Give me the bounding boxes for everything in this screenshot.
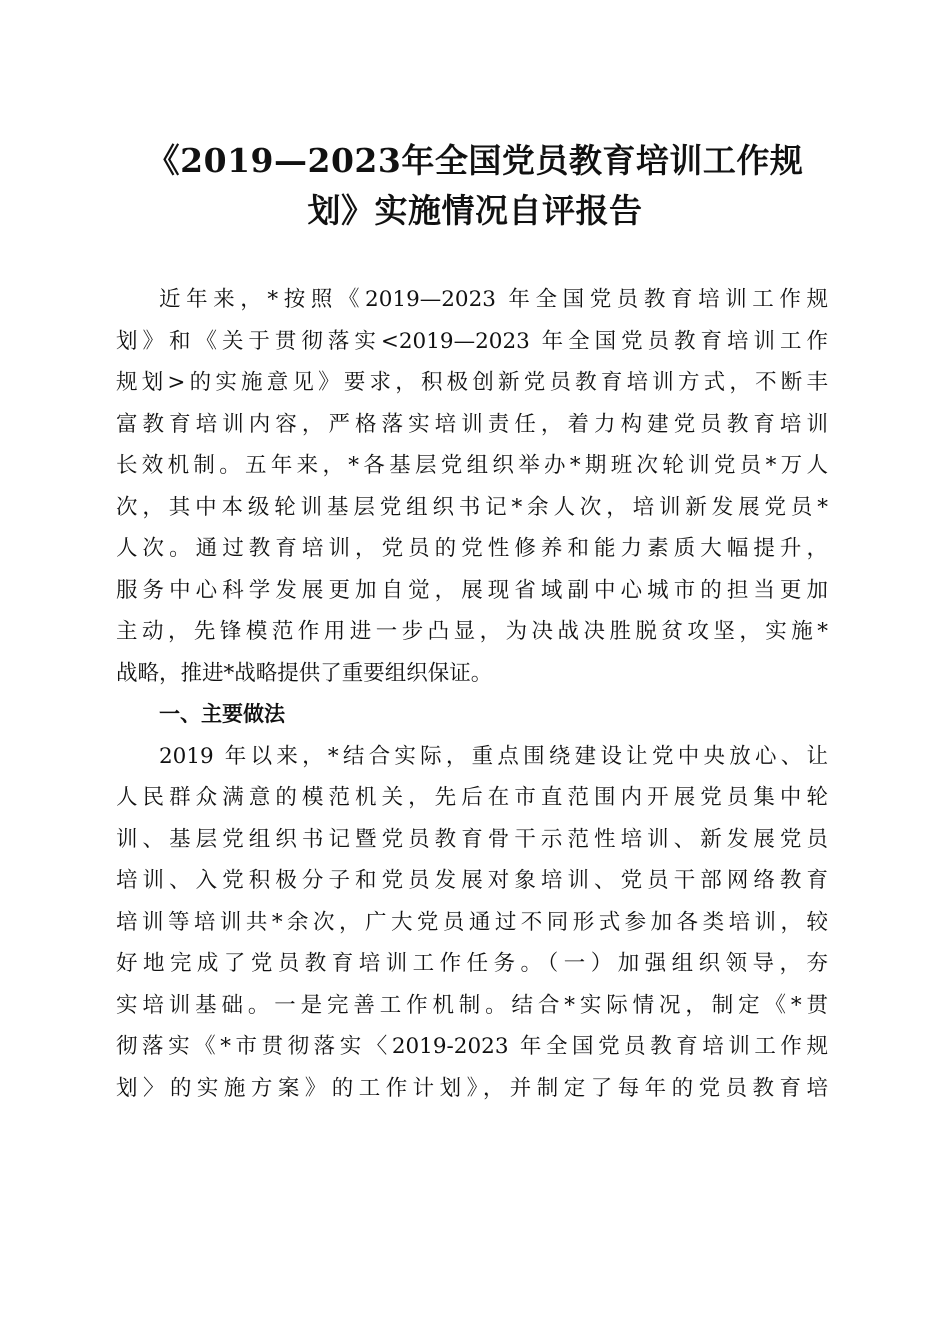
title-line-1: 《2019—2023年全国党员教育培训工作规: [146, 141, 804, 180]
text-line: 近年来，*按照《2019—2023 年全国党员教育培训工作规: [159, 287, 828, 312]
text-line: 培训、入党积极分子和党员发展对象培训、党员干部网络教育: [116, 868, 828, 893]
text-line: 富教育培训内容，严格落实培训责任，着力构建党员教育培训: [116, 411, 828, 437]
document-title: [100, 136, 850, 236]
section-heading: [116, 694, 828, 736]
text-line: 主动，先锋模范作用进一步凸显，为决战决胜脱贫攻坚，实施*: [116, 619, 828, 644]
text-line: 2019 年以来，*结合实际，重点围绕建设让党中央放心、让: [159, 743, 828, 769]
text-line: 规划>的实施意见》要求，积极创新党员教育培训方式，不断丰: [116, 370, 828, 395]
title-line-2: 划》实施情况自评报告: [307, 191, 643, 230]
text-line: 战略，推进*战略提供了重要组织保证。: [116, 660, 493, 686]
text-line: 服务中心科学发展更加自觉，展现省域副中心城市的担当更加: [116, 577, 828, 603]
section-heading-text: 一、主要做法: [159, 702, 285, 726]
text-line: 培训等培训共*余次，广大党员通过不同形式参加各类培训，较: [116, 909, 828, 935]
text-line: 划》和《关于贯彻落实<2019—2023 年全国党员教育培训工作: [116, 328, 828, 354]
text-line: 实培训基础。一是完善工作机制。结合*实际情况，制定《*贯: [116, 992, 828, 1018]
paragraph-main-practices: [116, 736, 828, 1110]
text-line: 人次。通过教育培训，党员的党性修养和能力素质大幅提升，: [116, 536, 828, 561]
text-line: 训、基层党组织书记暨党员教育骨干示范性培训、新发展党员: [116, 826, 828, 852]
text-line: 长效机制。五年来，*各基层党组织举办*期班次轮训党员*万人: [116, 453, 828, 478]
paragraph-intro: [116, 279, 828, 694]
text-line: 人民群众满意的模范机关，先后在市直范围内开展党员集中轮: [116, 785, 828, 810]
text-line: 划〉的实施方案》的工作计划》，并制定了每年的党员教育培: [116, 1075, 828, 1101]
text-line: 彻落实《*市贯彻落实〈2019-2023 年全国党员教育培训工作规: [116, 1034, 828, 1059]
document-body: [116, 279, 828, 1109]
text-line: 次，其中本级轮训基层党组织书记*余人次，培训新发展党员*: [116, 494, 828, 520]
text-line: 好地完成了党员教育培训工作任务。（一）加强组织领导，夯: [116, 951, 828, 976]
